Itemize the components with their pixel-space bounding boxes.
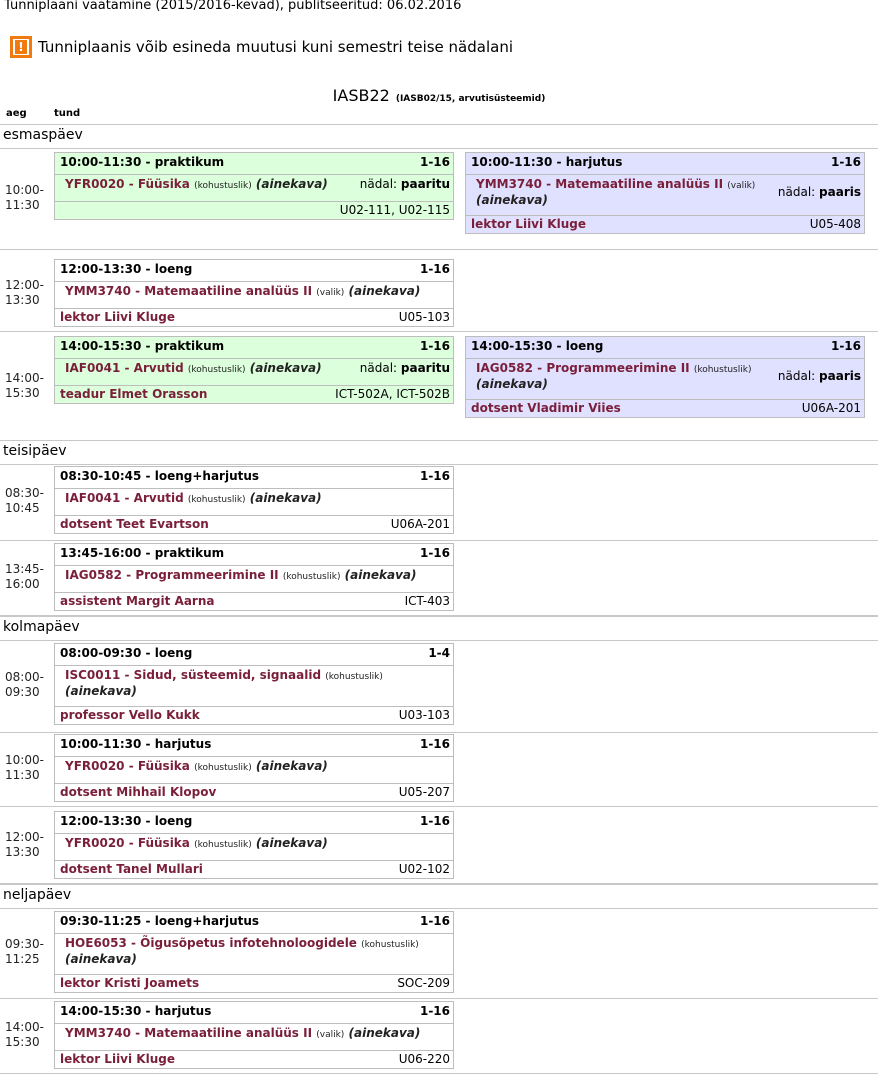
room-label[interactable]: U02-102 <box>398 862 450 876</box>
day-label: esmaspäev <box>3 127 83 143</box>
lesson-subject-row <box>55 488 453 513</box>
room-label[interactable]: U06A-201 <box>801 401 861 415</box>
lesson-header <box>60 338 450 355</box>
slot-time: 12:00- 13:30 <box>5 277 44 307</box>
subject-requirement: (valik) <box>316 288 345 298</box>
lesson-footer <box>55 974 453 992</box>
notice-banner <box>10 34 513 60</box>
lesson-cell <box>54 543 454 611</box>
row-divider <box>0 732 878 733</box>
subject-link[interactable] <box>65 668 448 698</box>
teacher-link[interactable]: dotsent Teet Evartson <box>60 517 209 531</box>
column-header-tund: tund <box>54 108 81 119</box>
lesson-footer <box>55 706 453 724</box>
week-parity: nädal: paaris <box>777 185 861 199</box>
lesson-header <box>60 1003 450 1020</box>
lesson-footer <box>55 515 453 533</box>
lesson-footer <box>466 399 864 417</box>
subject-link[interactable] <box>65 361 322 377</box>
room-label[interactable]: U06A-201 <box>390 517 450 531</box>
row-divider <box>0 806 878 807</box>
lesson-weeks: 1-16 <box>419 737 450 751</box>
parity-value: paaritu <box>400 177 450 191</box>
lesson-time: 08:00-09:30 - loeng <box>60 646 193 660</box>
lesson-cell <box>54 911 454 993</box>
subject-requirement: (kohustuslik) <box>361 940 419 950</box>
day-label: kolmapäev <box>3 619 80 635</box>
subject-name[interactable]: YFR0020 - Füüsika <box>65 177 190 191</box>
subject-requirement: (kohustuslik) <box>194 840 252 850</box>
ainekava-link[interactable]: (ainekava) <box>348 1026 421 1040</box>
teacher-link[interactable]: dotsent Mihhail Klopov <box>60 785 217 799</box>
lesson-subject-row <box>466 358 864 399</box>
teacher-link[interactable]: lektor Liivi Kluge <box>471 217 586 231</box>
teacher-link[interactable]: lektor Liivi Kluge <box>60 1052 175 1066</box>
week-parity: nädal: paaritu <box>359 361 450 375</box>
subject-name[interactable]: YMM3740 - Matemaatiline analüüs II <box>65 284 313 298</box>
row-divider <box>0 464 878 465</box>
room-label[interactable]: ICT-502A, ICT-502B <box>335 387 450 401</box>
lesson-subject-row <box>55 833 453 858</box>
lesson-time: 14:00-15:30 - loeng <box>471 339 604 353</box>
subject-requirement: (kohustuslik) <box>194 181 252 191</box>
lesson-subject-row <box>55 281 453 306</box>
lesson-subject-row <box>466 174 864 215</box>
lesson-footer <box>55 385 453 403</box>
lesson-cell <box>54 643 454 725</box>
row-divider <box>0 540 878 541</box>
lesson-weeks: 1-16 <box>419 1004 450 1018</box>
ainekava-link[interactable]: (ainekava) <box>255 836 328 850</box>
room-label[interactable]: U05-207 <box>398 785 450 799</box>
subject-name[interactable]: IAF0041 - Arvutid <box>65 361 184 375</box>
teacher-link[interactable]: dotsent Tanel Mullari <box>60 862 203 876</box>
subject-link[interactable] <box>65 491 322 507</box>
lesson-weeks: 1-16 <box>419 914 450 928</box>
subject-requirement: (kohustuslik) <box>325 672 383 682</box>
subject-link[interactable] <box>476 361 769 391</box>
subject-requirement: (kohustuslik) <box>187 495 246 505</box>
parity-value: paaris <box>819 369 861 383</box>
subject-name[interactable]: HOE6053 - Õigusõpetus infotehnoloogidele <box>65 936 357 950</box>
ainekava-link[interactable]: (ainekava) <box>348 284 421 298</box>
subject-name[interactable]: YFR0020 - Füüsika <box>65 759 190 773</box>
group-heading <box>0 86 878 105</box>
lesson-weeks: 1-16 <box>419 339 450 353</box>
lesson-header <box>60 813 450 830</box>
lesson-footer <box>466 215 864 233</box>
lesson-weeks: 1-16 <box>419 814 450 828</box>
subject-link[interactable] <box>65 1026 420 1042</box>
row-divider <box>0 908 878 909</box>
subject-requirement: (valik) <box>316 1030 345 1040</box>
parity-value: paaris <box>819 185 861 199</box>
lesson-cell <box>54 734 454 802</box>
teacher-link[interactable]: professor Vello Kukk <box>60 708 200 722</box>
lesson-time: 14:00-15:30 - harjutus <box>60 1004 212 1018</box>
room-label[interactable]: U06-220 <box>398 1052 450 1066</box>
subject-name[interactable]: YMM3740 - Matemaatiline analüüs II <box>65 1026 313 1040</box>
slot-time: 08:00- 09:30 <box>5 670 44 699</box>
subject-name[interactable]: IAF0041 - Arvutid <box>65 491 184 505</box>
row-divider <box>0 249 878 250</box>
row-divider <box>0 124 878 125</box>
teacher-link[interactable]: lektor Kristi Joamets <box>60 976 200 990</box>
lesson-subject-row <box>55 358 453 383</box>
subject-name[interactable]: YMM3740 - Matemaatiline analüüs II <box>476 177 724 191</box>
row-divider <box>0 440 878 441</box>
subject-requirement: (kohustuslik) <box>187 365 246 375</box>
parity-value: paaritu <box>400 361 450 375</box>
week-parity: nädal: paaris <box>777 369 861 383</box>
ainekava-link[interactable]: (ainekava) <box>65 684 137 698</box>
lesson-footer <box>55 592 453 610</box>
lesson-cell <box>54 336 454 404</box>
ainekava-link[interactable]: (ainekava) <box>65 952 137 966</box>
ainekava-link[interactable]: (ainekava) <box>255 177 328 191</box>
row-divider <box>0 148 878 149</box>
lesson-time: 10:00-11:30 - praktikum <box>60 155 225 169</box>
day-label: teisipäev <box>3 443 67 459</box>
lesson-cell <box>54 152 454 220</box>
ainekava-link[interactable]: (ainekava) <box>476 377 548 391</box>
lesson-subject-row <box>55 1023 453 1048</box>
subject-link[interactable] <box>476 177 769 207</box>
subject-name[interactable]: IAG0582 - Programmeerimine II <box>476 361 690 375</box>
lesson-footer <box>55 860 453 878</box>
group-desc: (IASB02/15, arvutisüsteemid) <box>395 94 546 104</box>
subject-link[interactable] <box>65 177 328 193</box>
notice-text: Tunniplaanis võib esineda muutusi kuni semestri teise nädalani <box>38 38 513 56</box>
subject-requirement: (valik) <box>727 181 756 191</box>
lesson-time: 10:00-11:30 - harjutus <box>471 155 623 169</box>
lesson-cell <box>54 466 454 534</box>
lesson-header <box>60 645 450 662</box>
row-divider <box>0 884 878 885</box>
teacher-link[interactable]: lektor Liivi Kluge <box>60 310 175 324</box>
lesson-time: 12:00-13:30 - loeng <box>60 262 193 276</box>
subject-requirement: (kohustuslik) <box>282 572 341 582</box>
lesson-time: 14:00-15:30 - praktikum <box>60 339 225 353</box>
room-label[interactable]: ICT-403 <box>404 594 450 608</box>
slot-time: 14:00- 15:30 <box>5 1019 44 1049</box>
group-code: IASB22 <box>332 86 390 105</box>
lesson-footer <box>55 1050 453 1068</box>
room-label[interactable]: U03-103 <box>398 708 450 722</box>
room-label[interactable]: SOC-209 <box>397 976 450 990</box>
lesson-subject-row <box>55 665 453 706</box>
subject-link[interactable] <box>65 936 448 966</box>
lesson-header <box>60 261 450 278</box>
week-parity: nädal: paaritu <box>359 177 450 191</box>
ainekava-link[interactable]: (ainekava) <box>344 568 417 582</box>
day-label: neljapäev <box>3 887 72 903</box>
lesson-subject-row <box>55 174 453 199</box>
subject-link[interactable] <box>65 284 420 300</box>
lesson-time: 12:00-13:30 - loeng <box>60 814 193 828</box>
teacher-link[interactable]: dotsent Vladimir Viies <box>471 401 621 415</box>
lesson-cell <box>465 336 865 418</box>
lesson-header <box>471 154 861 171</box>
column-header-aeg: aeg <box>6 108 27 119</box>
teacher-link[interactable]: teadur Elmet Orasson <box>60 387 208 401</box>
slot-time: 08:30- 10:45 <box>5 485 44 515</box>
lesson-time: 08:30-10:45 - loeng+harjutus <box>60 469 260 483</box>
room-label[interactable]: U05-408 <box>809 217 861 231</box>
lesson-footer <box>55 308 453 326</box>
teacher-link[interactable]: assistent Margit Aarna <box>60 594 215 608</box>
lesson-cell <box>54 811 454 879</box>
slot-time: 10:00- 11:30 <box>5 183 44 212</box>
page-title: Tunniplaani vaatamine (2015/2016-kevad), publitseeritud: 06.02.2016 <box>4 0 462 13</box>
lesson-weeks: 1-16 <box>830 155 861 169</box>
lesson-header <box>60 545 450 562</box>
lesson-time: 13:45-16:00 - praktikum <box>60 546 225 560</box>
subject-name[interactable]: ISC0011 - Sidud, süsteemid, signaalid <box>65 668 322 682</box>
row-divider <box>0 998 878 999</box>
lesson-weeks: 1-16 <box>419 546 450 560</box>
subject-link[interactable] <box>65 836 328 852</box>
slot-time: 12:00- 13:30 <box>5 829 44 859</box>
lesson-weeks: 1-16 <box>419 155 450 169</box>
lesson-cell <box>54 1001 454 1069</box>
row-divider <box>0 331 878 332</box>
lesson-header <box>471 338 861 355</box>
ainekava-link[interactable]: (ainekava) <box>249 361 322 375</box>
lesson-time: 10:00-11:30 - harjutus <box>60 737 212 751</box>
subject-link[interactable] <box>65 568 417 584</box>
ainekava-link[interactable]: (ainekava) <box>255 759 328 773</box>
lesson-subject-row <box>55 565 453 590</box>
room-label[interactable]: U05-103 <box>398 310 450 324</box>
slot-time: 09:30- 11:25 <box>5 937 44 966</box>
lesson-weeks: 1-16 <box>830 339 861 353</box>
lesson-header <box>60 154 450 171</box>
lesson-cell <box>465 152 865 234</box>
subject-requirement: (kohustuslik) <box>194 763 252 773</box>
subject-name[interactable]: YFR0020 - Füüsika <box>65 836 190 850</box>
ainekava-link[interactable]: (ainekava) <box>249 491 322 505</box>
lesson-footer <box>55 783 453 801</box>
slot-time: 10:00- 11:30 <box>5 752 44 782</box>
lesson-cell <box>54 259 454 327</box>
row-divider <box>0 640 878 641</box>
lesson-weeks: 1-4 <box>428 646 450 660</box>
row-divider <box>0 616 878 617</box>
lesson-footer <box>55 201 453 219</box>
lesson-subject-row <box>55 933 453 974</box>
subject-link[interactable] <box>65 759 328 775</box>
lesson-header <box>60 913 450 930</box>
slot-time: 13:45- 16:00 <box>5 561 44 591</box>
room-label[interactable]: U02-111, U02-115 <box>339 203 450 217</box>
slot-time: 14:00- 15:30 <box>5 370 44 400</box>
row-divider <box>0 1073 878 1074</box>
subject-requirement: (kohustuslik) <box>693 365 752 375</box>
subject-name[interactable]: IAG0582 - Programmeerimine II <box>65 568 279 582</box>
lesson-time: 09:30-11:25 - loeng+harjutus <box>60 914 260 928</box>
ainekava-link[interactable]: (ainekava) <box>476 193 548 207</box>
lesson-subject-row <box>55 756 453 781</box>
exclamation-icon: ! <box>10 36 32 58</box>
lesson-header <box>60 736 450 753</box>
lesson-weeks: 1-16 <box>419 262 450 276</box>
lesson-weeks: 1-16 <box>419 469 450 483</box>
lesson-header <box>60 468 450 485</box>
